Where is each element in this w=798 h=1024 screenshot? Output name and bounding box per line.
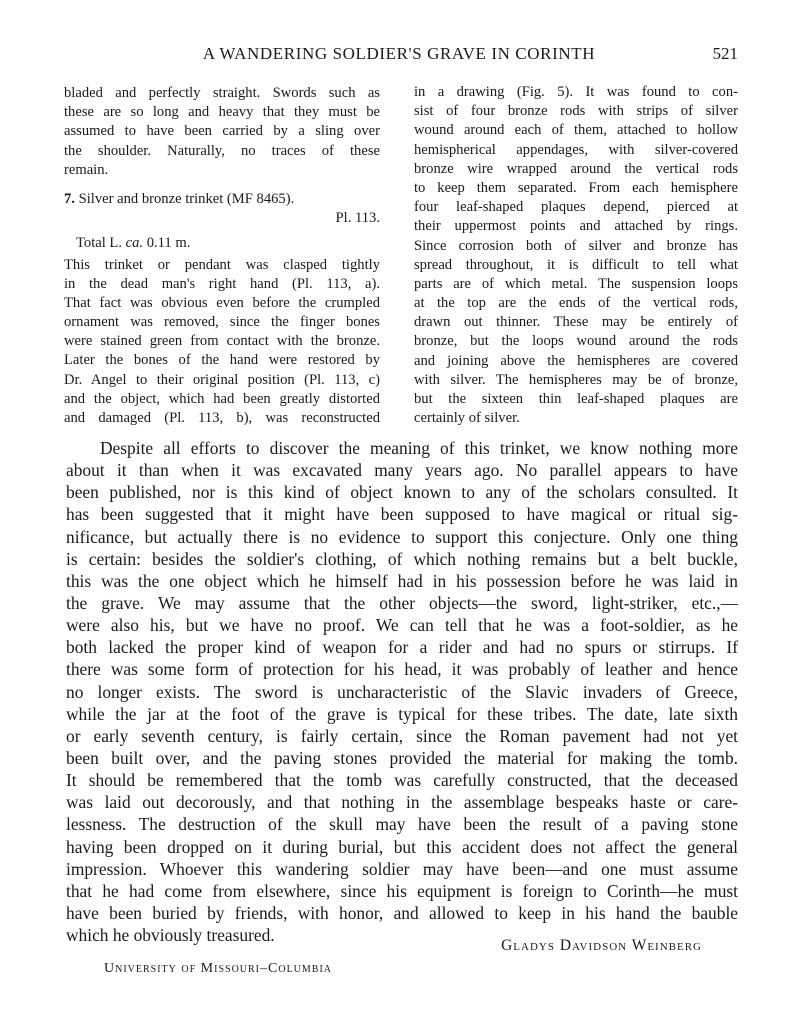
right-column-body [414,83,738,428]
text-line: both lacked the proper kind of weapon for a rider and had no spurs or stirrups. If [66,637,738,658]
text-line: spread throughout, it is difficult to tell what [414,256,738,273]
left-column-body [64,256,380,429]
text-line: their uppermost points and attached by rings. [414,218,738,235]
text-line: ornament was removed, since the finger bones [64,314,380,331]
text-line: have been buried by friends, with honor, and allowed to keep in his hand the bauble [66,902,738,923]
text-line: to keep them separated. From each hemisphere [414,179,738,196]
text-line: Despite all efforts to discover the meaning of this trinket, we know nothing more [100,438,738,458]
text-line: four leaf-shaped plaques depend, pierced at [414,199,738,216]
entry-number: 7. [64,190,75,207]
text-line: It should be remembered that the tomb was carefully constructed, that the deceased [66,770,738,791]
catalogue-entry-heading [64,190,380,209]
entry-dimensions [64,234,380,253]
text-line: there was some form of protection for his head, it was probably of leather and hence [66,659,738,680]
text-line: were stained green from contact with the bronze. [64,333,380,350]
text-line: Later the bones of the hand were restored by [64,352,380,369]
left-column [64,84,380,428]
running-title: A WANDERING SOLDIER'S GRAVE IN CORINTH [202,44,596,63]
text-line: Since corrosion both of silver and bronze has [414,237,738,254]
text-line: wound around each of them, attached to hollow [414,122,738,139]
author-signature: Gladys Davidson Weinberg [501,937,702,954]
text-line: and damaged (Pl. 113, b), was reconstructed [64,410,380,427]
length-circa: ca. [125,235,144,252]
text-line: been built over, and the paving stones provided the material for making the tomb. [66,747,738,768]
text-line: and joining above the hemispheres are covered [414,352,738,369]
running-head [0,44,798,70]
text-line: with silver. The hemispheres may be of bronze, [414,371,738,388]
left-column-intro [64,84,380,180]
text-line: Dr. Angel to their original position (Pl. 113, c) [64,371,380,388]
text-line: That fact was obvious even before the crumpled [64,294,380,311]
main-paragraph [66,437,738,946]
text-line: assumed to have been carried by a sling over [64,123,380,140]
text-line: in the dead man's right hand (Pl. 113, a). [64,275,380,292]
text-line: drawn out thinner. These may be entirely of [414,314,738,331]
text-line: bronze, but the loops wound around the rods [414,333,738,350]
text-line: hemispherical appendages, with silver-covered [414,141,738,158]
text-line: parts are of which metal. The suspension loops [414,275,738,292]
text-line: this was the one object which he himself had in his possession before he was laid in [66,570,738,591]
text-line: This trinket or pendant was clasped tightly [64,256,380,273]
text-line: has been suggested that it might have been supposed to have magical or ritual sig- [66,504,738,525]
text-line: and the object, which had been greatly distorted [64,390,380,407]
text-line: were also his, but we have no proof. We can tell that he was a foot-soldier, as he [66,615,738,636]
text-line: was laid out decorously, and that nothing in the assemblage bespeaks haste or care- [66,792,738,813]
page-number: 521 [712,44,738,63]
text-line: bladed and perfectly straight. Swords such as [64,85,380,101]
right-column [414,83,738,428]
text-line: is certain: besides the soldier's clothing, of which nothing remains but a belt buckle, [66,548,738,569]
text-line: the grave. We may assume that the other objects—the sword, light-striker, etc.,— [66,592,738,613]
text-line: nificance, but actually there is no evidence to support this conjecture. Only one thing [66,526,738,547]
text-line: impression. Whoever this wandering soldier may have been—and one must assume [66,858,738,879]
text-line: at the top are the ends of the vertical rods, [414,295,738,312]
text-line: but the sixteen thin leaf-shaped plaques are [414,391,738,407]
text-line: about it than when it was excavated many years ago. No parallel appears to have [66,460,738,481]
length-prefix: Total L. [76,235,126,252]
text-line: having been dropped on it during burial, but this accident does not affect the general [66,836,738,857]
text-line: that he had come from elsewhere, since his equipment is foreign to Corinth—he must [66,880,738,901]
text-line: been published, nor is this kind of object known to any of the scholars consulted. It [66,482,738,503]
text-line: while the jar at the foot of the grave is typical for these tribes. The date, late sixth [66,703,738,724]
entry-title: Silver and bronze trinket (MF 8465). [78,190,295,207]
text-line: or early seventh century, is fairly certain, since the Roman pavement had not yet [66,725,738,746]
text-line: in a drawing (Fig. 5). It was found to con- [414,84,738,100]
text-line: remain. [64,161,109,178]
entry-plate-reference: Pl. 113. [335,210,380,227]
length-value: 0.11 m. [143,235,191,252]
text-line: certainly of silver. [414,410,520,427]
text-line: lessness. The destruction of the skull may have been the result of a paving stone [66,814,738,835]
author-affiliation: University of Missouri–Columbia [104,961,333,976]
text-line: sist of four bronze rods with strips of silver [414,103,738,120]
text-line: which he obviously treasured. [66,925,275,946]
text-line: bronze wire wrapped around the vertical rods [414,160,738,177]
text-line: these are so long and heavy that they must be [64,104,380,121]
text-line: no longer exists. The sword is uncharacteristic of the Slavic invaders of Greece, [66,681,738,702]
text-line: the shoulder. Naturally, no traces of these [64,142,380,159]
